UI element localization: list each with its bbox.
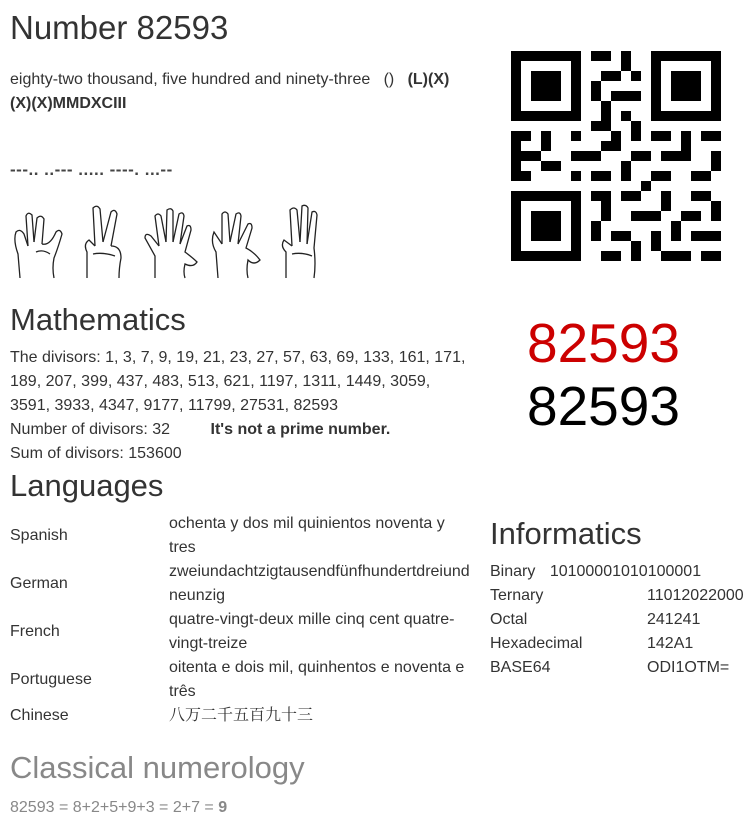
info-row-hexadecimal bbox=[490, 632, 750, 656]
info-label: Binary bbox=[490, 563, 536, 580]
language-value-line: ochenta y dos mil quinientos noventa y bbox=[169, 515, 445, 532]
language-name: Portuguese bbox=[10, 671, 92, 688]
divisors-line: The divisors: 1, 3, 7, 9, 19, 21, 23, 27, 57, 63, 69, 133, 161, 171, bbox=[10, 349, 466, 366]
mathematics-heading: Mathematics bbox=[10, 302, 186, 337]
language-value bbox=[169, 608, 474, 656]
language-value-line: tres bbox=[169, 539, 196, 556]
qr-code-icon bbox=[511, 51, 721, 261]
language-row-german bbox=[10, 560, 480, 608]
informatics-heading: Informatics bbox=[490, 516, 642, 551]
page-title: Number 82593 bbox=[10, 9, 229, 46]
language-name: Spanish bbox=[10, 527, 68, 544]
number-words: eighty-two thousand, five hundred and ninety-three bbox=[10, 71, 371, 88]
language-value-line: 八万二千五百九十三 bbox=[169, 707, 314, 724]
numerology-result: 9 bbox=[218, 799, 228, 816]
numerology-formula-line bbox=[10, 796, 227, 820]
info-row-ternary bbox=[490, 584, 750, 608]
language-value-line: zweiundachtzigtausendfünfhundertdreiund bbox=[169, 563, 470, 580]
language-value-line: neunzig bbox=[169, 587, 226, 604]
numerology-formula: 82593 = 8+2+5+9+3 = 2+7 = bbox=[10, 799, 219, 816]
language-name: French bbox=[10, 623, 60, 640]
language-value-line: três bbox=[169, 683, 196, 700]
language-value-line: vingt-treize bbox=[169, 635, 248, 652]
languages-heading: Languages bbox=[10, 468, 164, 503]
info-label: BASE64 bbox=[490, 659, 551, 676]
sum-of-divisors: Sum of divisors: 153600 bbox=[10, 445, 182, 462]
info-row-base64 bbox=[490, 656, 750, 680]
morse-code: ---.. ..--- ..... ----. ...-- bbox=[10, 160, 173, 179]
sign-language-hands bbox=[10, 202, 340, 282]
info-value: 241241 bbox=[647, 611, 701, 628]
language-value bbox=[169, 560, 474, 608]
language-row-portuguese bbox=[10, 656, 480, 704]
info-row-octal bbox=[490, 608, 750, 632]
number-display-black: 82593 bbox=[527, 375, 680, 437]
language-row-chinese bbox=[10, 704, 480, 728]
info-label: Octal bbox=[490, 611, 528, 628]
divisors-line: 189, 207, 399, 437, 483, 513, 621, 1197, 1311, 1449, 3059, bbox=[10, 373, 431, 390]
info-label: Hexadecimal bbox=[490, 635, 583, 652]
language-name: German bbox=[10, 575, 68, 592]
hand-sign-5-icon bbox=[141, 202, 199, 280]
info-value: ODI1OTM= bbox=[647, 659, 730, 676]
hand-sign-8-icon bbox=[10, 202, 68, 280]
language-row-spanish bbox=[10, 512, 480, 560]
roman-numeral: (L)(X)(X)(X)MMDXCIII bbox=[10, 71, 450, 112]
prime-status: It's not a prime number. bbox=[210, 421, 391, 438]
language-name: Chinese bbox=[10, 707, 69, 724]
language-value-line: oitenta e dois mil, quinhentos e noventa e bbox=[169, 659, 465, 676]
divisor-count-line bbox=[10, 418, 480, 442]
info-value: 10100001010100001 bbox=[549, 563, 702, 580]
info-value: 142A1 bbox=[647, 635, 694, 652]
hand-sign-3-icon bbox=[272, 202, 330, 280]
parentheses: () bbox=[383, 71, 395, 88]
language-row-french bbox=[10, 608, 480, 656]
info-value: 11012022000 bbox=[647, 587, 744, 604]
number-display-red: 82593 bbox=[527, 312, 680, 374]
language-value bbox=[169, 656, 474, 704]
numerology-heading: Classical numerology bbox=[10, 750, 305, 785]
info-row-binary bbox=[490, 560, 750, 584]
divisors-list bbox=[10, 346, 480, 466]
language-value bbox=[169, 512, 474, 560]
language-value-line: quatre-vingt-deux mille cinq cent quatre- bbox=[169, 611, 455, 628]
hand-sign-9-icon bbox=[206, 202, 264, 280]
hand-sign-2-icon bbox=[75, 202, 133, 280]
divisors-line: 3591, 3933, 4347, 9177, 11799, 27531, 82593 bbox=[10, 397, 339, 414]
info-label: Ternary bbox=[490, 587, 544, 604]
language-value bbox=[169, 704, 474, 728]
number-of-divisors: Number of divisors: 32 bbox=[10, 421, 171, 438]
number-in-words-block bbox=[10, 68, 470, 116]
